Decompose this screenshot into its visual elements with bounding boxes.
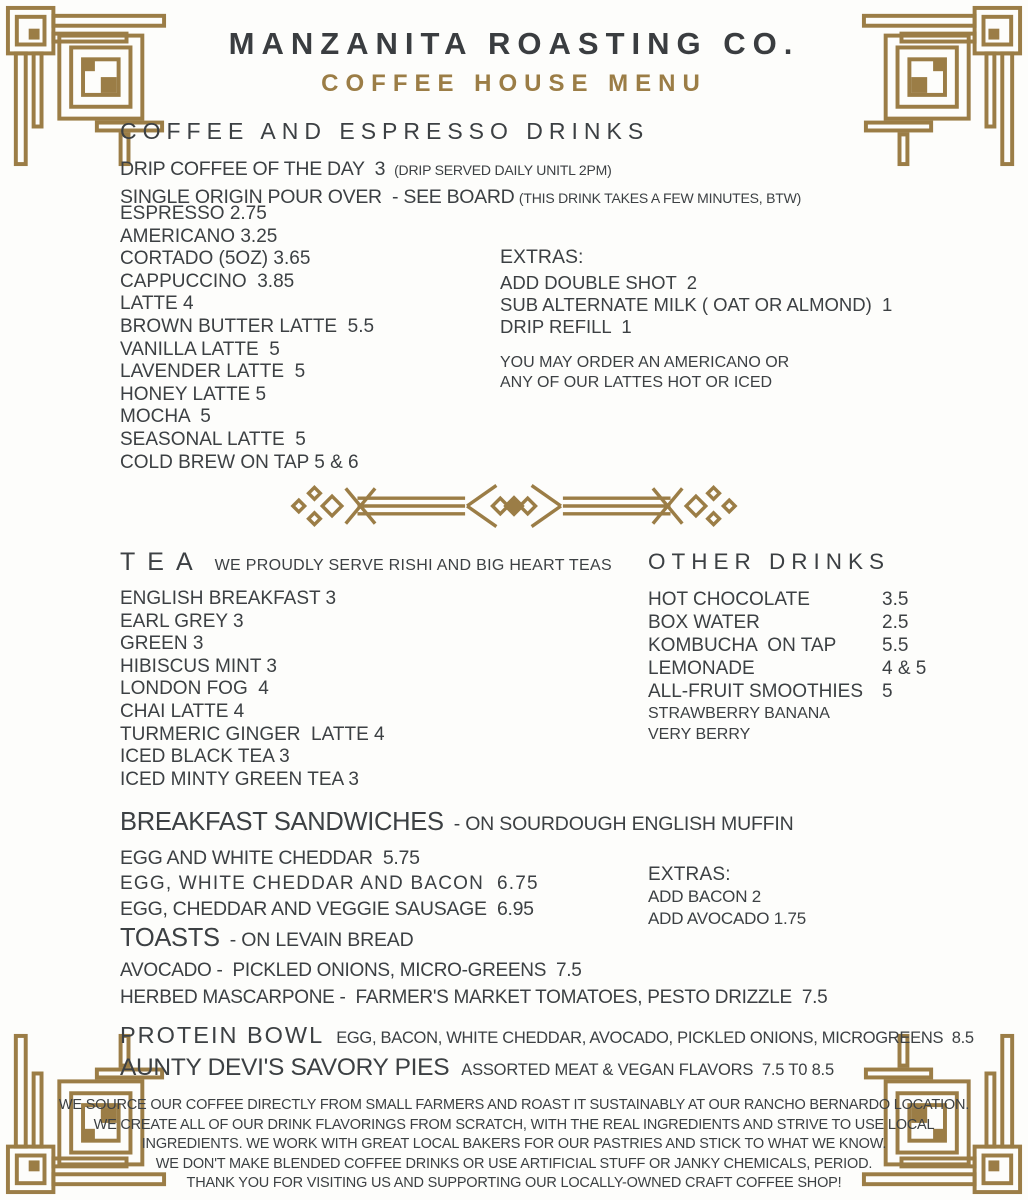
savory-pies-heading: AUNTY DEVI'S SAVORY PIES <box>120 1054 450 1081</box>
menu-item <box>648 588 958 611</box>
breakfast-heading: BREAKFAST SANDWICHES <box>120 808 444 836</box>
menu-item: LAVENDER LATTE 5 <box>120 361 306 383</box>
section-heading-breakfast <box>120 808 793 837</box>
extras-item: DRIP REFILL 1 <box>500 316 632 337</box>
savory-pies-description: ASSORTED MEAT & VEGAN FLAVORS 7.5 T0 8.5 <box>461 1061 834 1079</box>
menu-item: MOCHA 5 <box>120 406 211 428</box>
coffee-item-list <box>120 203 374 474</box>
protein-bowl-description: EGG, BACON, WHITE CHEDDAR, AVOCADO, PICKLED ONIONS, MICROGREENS 8.5 <box>336 1029 974 1047</box>
menu-item: SEASONAL LATTE 5 <box>120 428 306 450</box>
item-name: DRIP COFFEE OF THE DAY 3 <box>120 158 386 180</box>
tea-item-list <box>120 588 385 791</box>
breakfast-subheading: - ON SOURDOUGH ENGLISH MUFFIN <box>453 813 794 835</box>
menu-item <box>648 611 958 634</box>
footer-statement <box>0 1096 1028 1194</box>
item-price: 5 <box>882 681 893 702</box>
menu-item: EGG, WHITE CHEDDAR AND BACON 6.75 <box>120 873 539 895</box>
tea-heading: TEA <box>120 548 205 576</box>
savory-pies-row <box>120 1054 834 1082</box>
footer-line: WE SOURCE OUR COFFEE DIRECTLY FROM SMALL FARMERS AND ROAST IT SUSTAINABLY AT OUR RANCHO BERNARDO LOCATION. <box>58 1097 970 1113</box>
flavor-line: STRAWBERRY BANANA <box>648 705 830 722</box>
menu-item: TURMERIC GINGER LATTE 4 <box>120 723 385 745</box>
menu-item: HERBED MASCARPONE - FARMER'S MARKET TOMATOES, PESTO DRIZZLE 7.5 <box>120 986 828 1008</box>
menu-item: CORTADO (5OZ) 3.65 <box>120 248 311 270</box>
extras-item: ADD DOUBLE SHOT 2 <box>500 272 698 293</box>
section-heading-toasts <box>120 924 413 953</box>
extras-item: SUB ALTERNATE MILK ( OAT OR ALMOND) 1 <box>500 294 893 315</box>
divider-ornament-icon <box>289 480 739 532</box>
menu-item <box>648 634 958 657</box>
note-line: YOU MAY ORDER AN AMERICANO OR <box>500 354 790 371</box>
note-line: ANY OF OUR LATTES HOT OR ICED <box>500 374 773 391</box>
item-name: BOX WATER <box>648 612 760 633</box>
menu-item <box>120 156 801 184</box>
item-name: ALL-FRUIT SMOOTHIES <box>648 681 864 702</box>
menu-item: CHAI LATTE 4 <box>120 700 245 722</box>
menu-item: ICED MINTY GREEN TEA 3 <box>120 768 359 790</box>
item-name: SINGLE ORIGIN POUR OVER - SEE BOARD <box>120 186 515 208</box>
menu-item: VANILLA LATTE 5 <box>120 338 280 360</box>
breakfast-item-list <box>120 846 539 922</box>
menu-item: COLD BREW ON TAP 5 & 6 <box>120 451 359 473</box>
menu-item <box>648 657 958 680</box>
menu-item: ESPRESSO 2.75 <box>120 203 267 224</box>
menu-item: ENGLISH BREAKFAST 3 <box>120 588 337 609</box>
item-name: KOMBUCHA ON TAP <box>648 635 837 656</box>
toasts-subheading: - ON LEVAIN BREAD <box>229 929 414 951</box>
section-heading-coffee: COFFEE AND ESPRESSO DRINKS <box>120 118 650 144</box>
extras-item: ADD AVOCADO 1.75 <box>648 908 807 928</box>
menu-item: EGG AND WHITE CHEDDAR 5.75 <box>120 847 420 869</box>
extras-item: ADD BACON 2 <box>648 887 762 906</box>
item-price: 4 & 5 <box>882 658 927 679</box>
item-price: 5.5 <box>882 635 909 656</box>
protein-bowl-heading: PROTEIN BOWL <box>120 1022 325 1048</box>
menu-item: ICED BLACK TEA 3 <box>120 746 290 768</box>
item-note: (DRIP SERVED DAILY UNITL 2PM) <box>394 162 612 178</box>
protein-bowl-row <box>120 1022 974 1049</box>
item-price: 3.5 <box>882 589 909 610</box>
menu-item: BROWN BUTTER LATTE 5.5 <box>120 315 375 337</box>
footer-line: WE DON'T MAKE BLENDED COFFEE DRINKS OR USE ARTIFICIAL STUFF OR JANKY CHEMICALS, PERIOD. <box>155 1155 873 1172</box>
item-name: LEMONADE <box>648 658 755 679</box>
menu-item <box>648 680 958 703</box>
item-name: HOT CHOCOLATE <box>648 589 810 610</box>
toast-item-list <box>120 958 827 1011</box>
menu-item: EGG, CHEDDAR AND VEGGIE SAUSAGE 6.95 <box>120 897 534 920</box>
menu-item: LONDON FOG 4 <box>120 678 269 700</box>
menu-item: LATTE 4 <box>120 293 194 315</box>
extras-heading: EXTRAS: <box>648 864 731 885</box>
menu-item: CAPPUCCINO 3.85 <box>120 270 295 292</box>
toasts-heading: TOASTS <box>120 924 220 952</box>
extras-heading: EXTRAS: <box>500 246 584 268</box>
item-price: 2.5 <box>882 612 909 633</box>
menu-item: AVOCADO - PICKLED ONIONS, MICRO-GREENS 7.5 <box>120 960 582 981</box>
menu-item: GREEN 3 <box>120 633 204 655</box>
section-heading-other-drinks: OTHER DRINKS <box>648 549 891 574</box>
coffee-extras-block <box>500 246 892 393</box>
page-subtitle: COFFEE HOUSE MENU <box>321 70 707 97</box>
flavor-line: VERY BERRY <box>648 725 751 743</box>
breakfast-extras-block <box>648 864 806 929</box>
smoothie-flavors <box>648 704 830 745</box>
menu-item: EARL GREY 3 <box>120 610 244 632</box>
page-title: MANZANITA ROASTING CO. <box>228 26 800 61</box>
footer-line: THANK YOU FOR VISITING US AND SUPPORTING OUR LOCALLY-OWNED CRAFT COFFEE SHOP! <box>186 1175 842 1192</box>
other-drinks-list <box>648 588 958 703</box>
section-heading-tea <box>120 548 612 577</box>
menu-item: HONEY LATTE 5 <box>120 383 267 405</box>
footer-line: INGREDIENTS. WE WORK WITH GREAT LOCAL BAKERS FOR OUR PASTRIES AND STICK TO WHAT WE KNOW. <box>141 1136 887 1153</box>
item-note: (THIS DRINK TAKES A FEW MINUTES, BTW) <box>518 190 802 206</box>
menu-item: HIBISCUS MINT 3 <box>120 655 277 677</box>
menu-item: AMERICANO 3.25 <box>120 225 278 247</box>
section-divider <box>289 480 739 537</box>
tea-tagline: WE PROUDLY SERVE RISHI AND BIG HEART TEAS <box>214 557 612 574</box>
footer-line: WE CREATE ALL OF OUR DRINK FLAVORINGS FROM SCRATCH, WITH THE REAL INGREDIENTS AND STRIVE TO USE LOCAL <box>93 1116 935 1133</box>
